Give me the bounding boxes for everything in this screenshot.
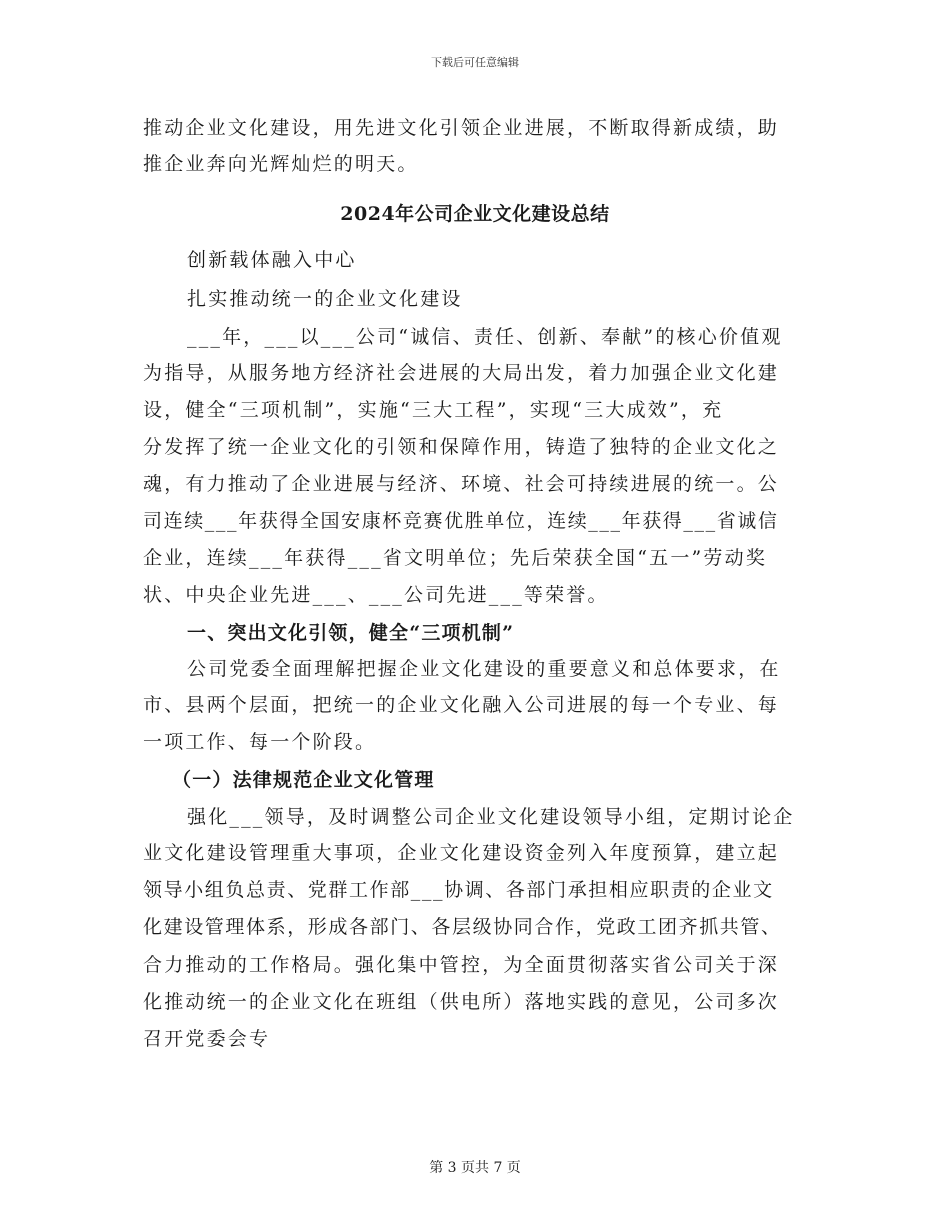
paragraph-1-line-2: 为指导，从服务地方经济社会进展的大局出发，着力加强企业文化建	[143, 362, 780, 384]
subtitle-line-1: 创新载体融入中心	[187, 249, 357, 271]
paragraph-2-line-1: 公司党委全面理解把握企业文化建设的重要意义和总体要求，在	[187, 658, 781, 680]
document-title: 2024年公司企业文化建设总结	[340, 203, 610, 225]
paragraph-1-line-4: 分发挥了统一企业文化的引领和保障作用，铸造了独特的企业文化之	[143, 436, 780, 458]
paragraph-3-line-5: 合力推动的工作格局。强化集中管控，为全面贯彻落实省公司关于深	[143, 954, 780, 976]
paragraph-1-line-7: 企业，连续___年获得___省文明单位；先后荣获全国“五一”劳动奖	[143, 547, 768, 569]
page-footer: 第 3 页共 7 页	[429, 1160, 521, 1176]
paragraph-1-line-8: 状、中央企业先进___、___公司先进___等荣誉。	[143, 584, 609, 606]
paragraph-1-line-5: 魂，有力推动了企业进展与经济、环境、社会可持续进展的统一。公	[143, 473, 780, 495]
paragraph-1-line-3: 设，健全“三项机制”，实施“三大工程”，实现“三大成效”，充	[143, 399, 724, 421]
paragraph-2-line-2: 市、县两个层面，把统一的企业文化融入公司进展的每一个专业、每	[143, 694, 780, 716]
paragraph-3-line-6: 化推动统一的企业文化在班组（供电所）落地实践的意见，公司多次	[143, 991, 780, 1013]
paragraph-3-line-1: 强化___领导，及时调整公司企业文化建设领导小组，定期讨论企	[187, 806, 795, 828]
paragraph-3-line-3: 领导小组负总责、党群工作部___协调、各部门承担相应职责的企业文	[143, 879, 774, 901]
paragraph-2-line-3: 一项工作、每一个阶段。	[143, 731, 377, 753]
body-line-1: 推动企业文化建设，用先进文化引领企业进展，不断取得新成绩，助	[143, 117, 780, 139]
page-header: 下载后可任意编辑	[431, 56, 519, 69]
section-heading-1-1: （一）法律规范企业文化管理	[172, 769, 435, 791]
section-heading-1: 一、突出文化引领，健全“三项机制”	[187, 622, 515, 644]
paragraph-1-line-6: 司连续___年获得全国安康杯竞赛优胜单位，连续___年获得___省诚信	[143, 510, 779, 532]
body-line-2: 推企业奔向光辉灿烂的明天。	[143, 153, 419, 175]
subtitle-line-2: 扎实推动统一的企业文化建设	[187, 288, 463, 310]
paragraph-3-line-7: 召开党委会专	[143, 1028, 271, 1050]
paragraph-3-line-4: 化建设管理体系，形成各部门、各层级协同合作，党政工团齐抓共管、	[143, 916, 782, 938]
paragraph-1-line-1: ___年，___以___公司“诚信、责任、创新、奉献”的核心价值观	[187, 326, 783, 348]
paragraph-3-line-2: 业文化建设管理重大事项，企业文化建设资金列入年度预算，建立起	[143, 842, 780, 864]
